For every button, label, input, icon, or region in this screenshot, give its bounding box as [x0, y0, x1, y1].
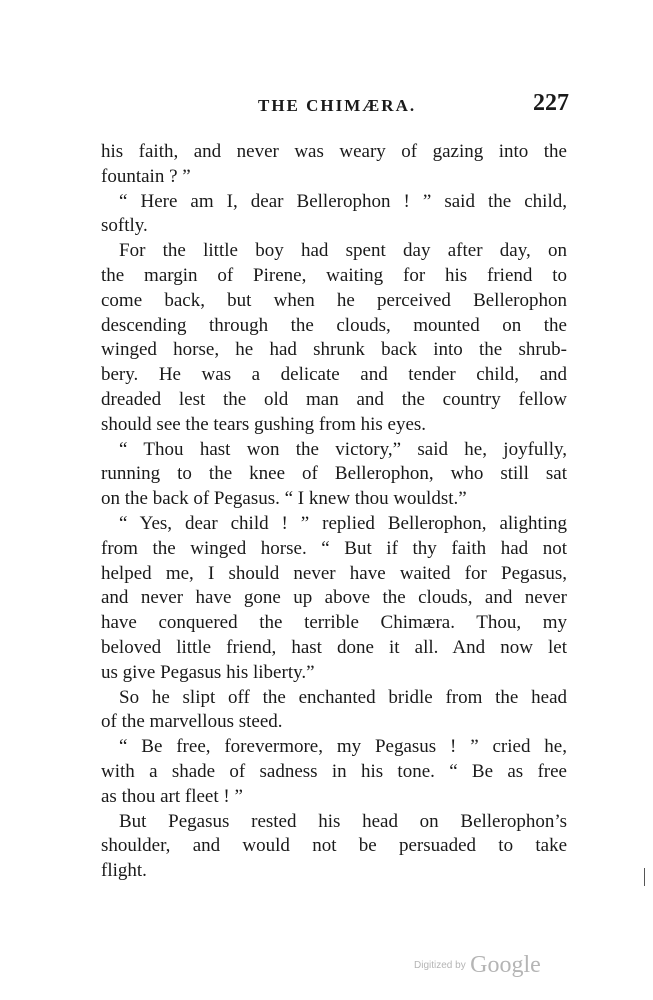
text-line: For the little boy had spent day after day, on: [119, 240, 567, 262]
text-line: softly.: [101, 215, 148, 237]
text-line: “ Yes, dear child ! ” replied Bellerophon, alighting: [119, 512, 567, 534]
text-line: “ Here am I, dear Bellerophon ! ” said the child,: [119, 190, 567, 212]
paragraph: [101, 735, 567, 809]
text-line: “ Thou hast won the victory,” said he, joyfully,: [119, 438, 567, 460]
text-line: But Pegasus rested his head on Bellerophon’s: [119, 810, 567, 832]
text-line: as thou art fleet ! ”: [101, 785, 243, 807]
text-line: running to the knee of Bellerophon, who still sat: [101, 463, 567, 485]
digitized-by-watermark: [414, 952, 541, 979]
text-line: the margin of Pirene, waiting for his friend to: [101, 264, 567, 286]
text-line: have conquered the terrible Chimæra. Thou, my: [101, 612, 567, 634]
text-line: fountain ? ”: [101, 165, 191, 187]
paragraph: [101, 239, 567, 437]
text-line: dreaded lest the old man and the country fellow: [101, 388, 567, 410]
paragraph: [101, 140, 567, 190]
text-line: and never have gone up above the clouds, and never: [101, 587, 567, 609]
text-line: winged horse, he had shrunk back into the shrub-: [101, 339, 567, 361]
paragraph: [101, 190, 567, 240]
text-line: should see the tears gushing from his eyes.: [101, 413, 427, 435]
text-line: of the marvellous steed.: [101, 711, 283, 733]
text-line: come back, but when he perceived Bellerophon: [101, 289, 567, 311]
text-line: from the winged horse. “ But if thy faith had not: [101, 537, 567, 559]
google-logo: Google: [470, 952, 541, 978]
paragraph: [101, 512, 567, 686]
text-line: shoulder, and would not be persuaded to take: [101, 835, 567, 857]
page-number: 227: [533, 90, 569, 116]
text-line: So he slipt off the enchanted bridle from the head: [119, 686, 567, 708]
text-line: bery. He was a delicate and tender child, and: [101, 364, 567, 386]
margin-tick-mark: [644, 868, 645, 886]
text-line: us give Pegasus his liberty.”: [101, 661, 315, 683]
text-line: on the back of Pegasus. “ I knew thou wouldst.”: [101, 488, 467, 510]
paragraph: [101, 438, 567, 512]
digitized-by-label: Digitized by: [414, 960, 466, 971]
text-line: flight.: [101, 860, 147, 882]
paragraph: [101, 810, 567, 884]
running-title: THE CHIMÆRA.: [258, 96, 417, 115]
text-line: his faith, and never was weary of gazing into the: [101, 141, 567, 162]
text-line: with a shade of sadness in his tone. “ Be as free: [101, 760, 567, 782]
text-line: descending through the clouds, mounted on the: [101, 314, 567, 336]
body-text: [101, 140, 567, 884]
text-line: beloved little friend, hast done it all. And now let: [101, 636, 567, 658]
paragraph: [101, 686, 567, 736]
text-line: helped me, I should never have waited for Pegasus,: [101, 562, 567, 584]
text-line: “ Be free, forevermore, my Pegasus ! ” cried he,: [119, 736, 567, 758]
